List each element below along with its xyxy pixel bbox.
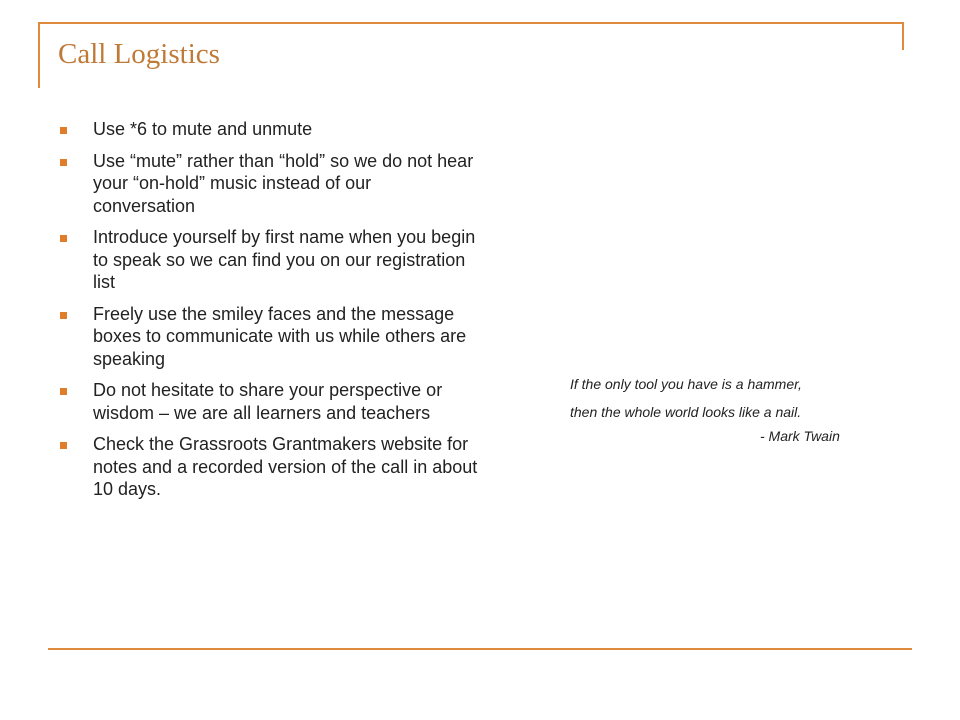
quote-line-2: then the whole world looks like a nail. bbox=[570, 404, 802, 420]
square-bullet-icon bbox=[60, 388, 67, 395]
bullet-text: Use “mute” rather than “hold” so we do not hear your “on-hold” music instead of our conversation bbox=[93, 150, 474, 216]
bullet-item bbox=[58, 226, 478, 294]
bullet-text: Introduce yourself by first name when you begin to speak so we can find you on our registration list bbox=[93, 227, 476, 292]
quote-block bbox=[570, 370, 900, 446]
bullet-text: Do not hesitate to share your perspective or wisdom – we are all learners and teachers bbox=[93, 380, 443, 423]
bullet-item bbox=[58, 379, 478, 424]
square-bullet-icon bbox=[60, 159, 67, 166]
bottom-rule bbox=[48, 648, 912, 650]
bullet-item bbox=[58, 433, 478, 501]
square-bullet-icon bbox=[60, 127, 67, 134]
bullet-item bbox=[58, 118, 478, 141]
top-right-rule bbox=[902, 22, 904, 50]
bullet-list bbox=[58, 118, 478, 510]
quote-author: - Mark Twain bbox=[760, 428, 840, 444]
quote-line-1: If the only tool you have is a hammer, bbox=[570, 376, 802, 392]
square-bullet-icon bbox=[60, 442, 67, 449]
slide-title: Call Logistics bbox=[58, 38, 220, 70]
bullet-item bbox=[58, 150, 478, 218]
square-bullet-icon bbox=[60, 235, 67, 242]
square-bullet-icon bbox=[60, 312, 67, 319]
left-rule bbox=[38, 22, 40, 88]
top-rule bbox=[40, 22, 904, 24]
bullet-text: Check the Grassroots Grantmakers website for notes and a recorded version of the call in about 10 days. bbox=[93, 434, 478, 499]
bullet-item bbox=[58, 303, 478, 371]
bullet-text: Use *6 to mute and unmute bbox=[93, 119, 313, 139]
bullet-text: Freely use the smiley faces and the message boxes to communicate with us while others are speaking bbox=[93, 303, 467, 369]
